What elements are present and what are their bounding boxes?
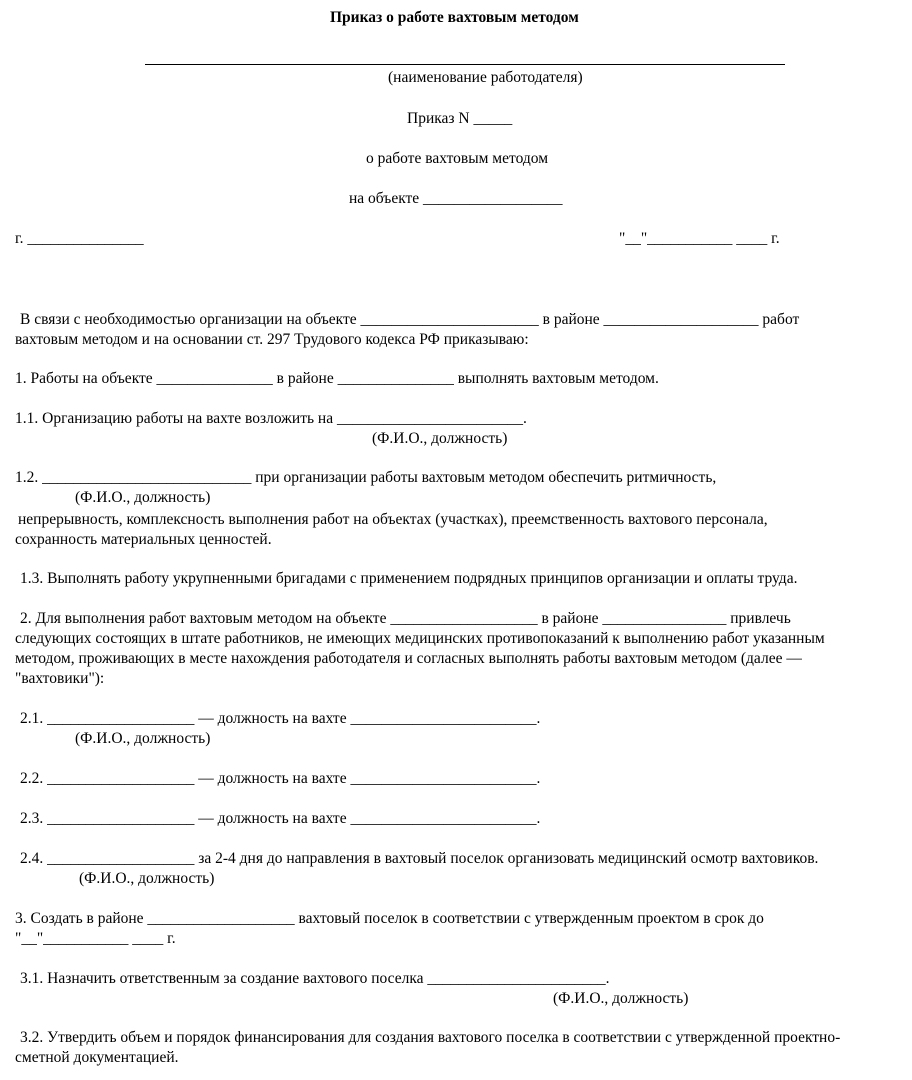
clause-3-1-caption: (Ф.И.О., должность) [553, 990, 689, 1007]
clause-2-line-4: "вахтовики"): [15, 670, 105, 687]
clause-2-1: 2.1. ___________________ — должность на вахте ________________________. [20, 710, 541, 727]
clause-1-3: 1.3. Выполнять работу укрупненными бригадами с применением подрядных принципов организации и оплаты труда. [20, 570, 798, 587]
clause-2-line-1: 2. Для выполнения работ вахтовым методом на объекте ___________________ в районе ________________ привлечь [20, 610, 791, 627]
clause-2-4: 2.4. ___________________ за 2-4 дня до направления в вахтовый поселок организовать медицинский осмотр вахтовиков. [20, 850, 819, 867]
clause-2-3: 2.3. ___________________ — должность на вахте ________________________. [20, 810, 541, 827]
clause-1-2-caption: (Ф.И.О., должность) [75, 489, 211, 506]
employer-name-blank [145, 64, 785, 65]
clause-2-4-caption: (Ф.И.О., должность) [79, 870, 215, 887]
intro-line-1: В связи с необходимостью организации на объекте _______________________ в районе ____________________ работ [20, 311, 800, 328]
date-field: "__"___________ ____ г. [619, 230, 780, 247]
employer-caption: (наименование работодателя) [388, 69, 583, 86]
clause-1-2-line-1: 1.2. ___________________________ при организации работы вахтовым методом обеспечить ритмичность, [15, 469, 717, 486]
order-subject: о работе вахтовым методом [366, 150, 549, 167]
clause-1-1-caption: (Ф.И.О., должность) [372, 430, 508, 447]
clause-1-1: 1.1. Организацию работы на вахте возложить на ________________________. [15, 410, 527, 427]
order-object: на объекте __________________ [349, 190, 563, 207]
clause-3-2-line-1: 3.2. Утвердить объем и порядок финансирования для создания вахтового поселка в соответствии с утвержденной проектно- [20, 1029, 841, 1046]
clause-2-1-caption: (Ф.И.О., должность) [75, 730, 211, 747]
city-field: г. _______________ [15, 230, 144, 247]
intro-line-2: вахтовым методом и на основании ст. 297 Трудового кодекса РФ приказываю: [15, 331, 529, 348]
clause-3-1: 3.1. Назначить ответственным за создание вахтового поселка _______________________. [20, 970, 610, 987]
clause-1-2-line-3: сохранность материальных ценностей. [15, 531, 272, 548]
clause-2-line-3: методом, проживающих в месте нахождения работодателя и согласных выполнять работы вахтовым методом (далее — [15, 650, 802, 667]
clause-3-line-1: 3. Создать в районе ___________________ вахтовый поселок в соответствии с утвержденным проектом в срок до [15, 910, 764, 927]
document-title: Приказ о работе вахтовым методом [330, 9, 579, 26]
clause-1: 1. Работы на объекте _______________ в районе _______________ выполнять вахтовым методом. [15, 370, 659, 387]
clause-1-2-line-2: непрерывность, комплексность выполнения работ на объектах (участках), преемственность вахтового персонала, [18, 511, 768, 528]
clause-3-line-2: "__"___________ ____ г. [15, 930, 176, 947]
clause-2-2: 2.2. ___________________ — должность на вахте ________________________. [20, 770, 541, 787]
clause-2-line-2: следующих состоящих в штате работников, не имеющих медицинских противопоказаний к выполнению работ указанным [15, 630, 825, 647]
clause-3-2-line-2: сметной документацией. [15, 1049, 179, 1066]
order-number: Приказ N _____ [407, 110, 513, 127]
